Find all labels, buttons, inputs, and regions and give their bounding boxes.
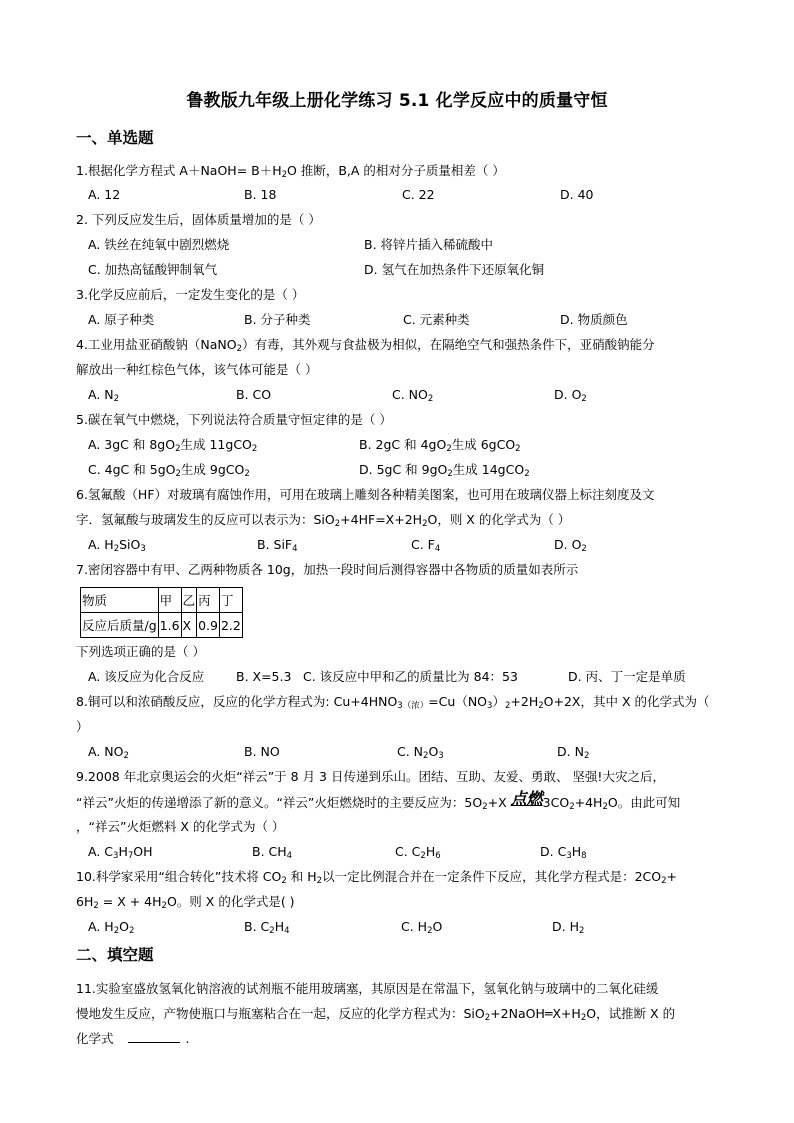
question-9-stem-line-1: 9.2008 年北京奥运会的火炬“祥云”于 8 月 3 日传递到乐山。团结、互助、友爱、勇敢、 坚强!大灾之后， [76, 769, 665, 784]
question-9-option-d: D. $C_3H_8$ [540, 844, 587, 861]
question-3-option-d: D. 物质颜色 [560, 312, 628, 327]
question-5-stem: 5.碳在氧气中燃烧，下列说法符合质量守恒定律的是（ ） [76, 412, 392, 427]
question-1-stem: 1.根据化学方程式 A＋NaOH= $B+H_2O$ 推断，B,A 的相对分子质量相差（ ） [76, 163, 505, 180]
mass-table-cell: 0.9 [197, 613, 220, 638]
mass-table [80, 587, 243, 638]
question-3-option-c: C. 元素种类 [403, 312, 470, 327]
question-1-option-b: B. 18 [244, 187, 277, 202]
question-7-option-b: B. X=5.3 [236, 669, 292, 684]
question-9-option-c: C. $C_2H_6$ [395, 844, 441, 861]
mass-table-header-cell: 乙 [181, 588, 197, 613]
question-8-stem-line-1: 8.铜可以和浓硝酸反应，反应的化学方程式为: $Cu+4HNO_{3(浓)}=Cu(NO_3)_2+2H_2O+2X$，其中 X 的化学式为（ [76, 694, 710, 711]
question-11-stem-line-3: 化学式 . [76, 1031, 190, 1046]
mass-table-cell: X [181, 613, 197, 638]
question-10-option-b: B. $C_2H_4$ [244, 919, 290, 936]
mass-table-header-cell: 丙 [197, 588, 220, 613]
question-3-option-a: A. 原子种类 [88, 312, 155, 327]
question-6-stem-line-2: 字．氢氟酸与玻璃发生的反应可以表示为：$SiO_2+4HF=X+2H_2O$，则 X 的化学式为（ ） [76, 512, 571, 529]
question-3-option-b: B. 分子种类 [244, 312, 311, 327]
question-2-option-c: C. 加热高锰酸钾制氧气 [88, 262, 218, 277]
question-7-option-c: C. 该反应中甲和乙的质量比为 84：53 [303, 669, 518, 684]
question-7-option-a: A. 该反应为化合反应 [88, 669, 205, 684]
question-9-option-b: B. $CH_4$ [252, 844, 293, 861]
question-11-stem-line-1: 11.实验室盛放氢氧化钠溶液的试剂瓶不能用玻璃塞，其原因是在常温下，氢氧化钠与玻璃中的二氧化硅缓 [76, 981, 659, 996]
question-8-option-d: D. $N_2$ [557, 744, 590, 761]
mass-table-row [81, 613, 243, 638]
mass-table-cell: 2.2 [219, 613, 242, 638]
section-heading-single-choice: 一、单选题 [76, 129, 154, 147]
question-5-option-a: A. 3gC 和 $8gO_2$生成 11gCO$_2$ [88, 437, 258, 454]
question-1-option-a: A. 12 [88, 187, 121, 202]
question-4-stem-line-2: 解放出一种红棕色气体，该气体可能是（ ） [76, 362, 318, 377]
question-6-stem-line-1: 6.氢氟酸（HF）对玻璃有腐蚀作用，可用在玻璃上雕刻各种精美图案，也可用在玻璃仪器上标注刻度及文 [76, 487, 655, 502]
question-9-option-a: A. $C_3H_7OH$ [88, 844, 153, 861]
question-5-option-c: C. 4gC 和 $5gO_2$生成 9gCO$_2$ [88, 462, 250, 479]
question-10-option-a: A. $H_2O_2$ [88, 919, 135, 936]
mass-table-cell: 1.6 [158, 613, 181, 638]
question-2-option-a: A. 铁丝在纯氧中剧烈燃烧 [88, 237, 230, 252]
question-3-stem: 3.化学反应前后，一定发生变化的是（ ） [76, 287, 305, 302]
mass-table-cell: 反应后质量/g [81, 613, 159, 638]
question-10-option-c: C. $H_2O$ [401, 919, 443, 936]
question-6-option-c: C. $F_4$ [411, 537, 441, 554]
question-7-follow-up: 下列选项正确的是（ ） [76, 644, 205, 659]
question-2-option-d: D. 氢气在加热条件下还原氧化铜 [364, 262, 545, 277]
question-4-option-a: A. $N_2$ [88, 387, 120, 404]
question-11-stem-line-2: 慢地发生反应，产物使瓶口与瓶塞粘合在一起，反应的化学方程式为：$SiO_2+2NaOH═X+H_2O$，试推断 X 的 [76, 1006, 676, 1023]
question-6-option-a: A. $H_2SiO_3$ [88, 537, 146, 554]
page-title: 鲁教版九年级上册化学练习 5.1 化学反应中的质量守恒 [186, 91, 608, 111]
question-2-stem: 2. 下列反应发生后，固体质量增加的是（ ） [76, 212, 321, 227]
question-7-stem: 7.密闭容器中有甲、乙两种物质各 10g，加热一段时间后测得容器中各物质的质量如表所示 [76, 562, 579, 577]
question-10-option-d: D. $H_2$ [552, 919, 585, 936]
question-9-stem-line-3: ，“祥云”火炬燃料 X 的化学式为（ ） [76, 819, 285, 834]
question-4-stem-line-1: 4.工业用盐亚硝酸钠（NaNO$_2$）有毒，其外观与食盐极为相似，在隔绝空气和强热条件下，亚硝酸钠能分 [76, 337, 655, 354]
answer-blank[interactable] [128, 1030, 180, 1043]
question-7-option-d: D. 丙、丁一定是单质 [568, 669, 686, 684]
section-heading-fill-blank: 二、填空题 [76, 946, 154, 964]
question-1-option-c: C. 22 [402, 187, 435, 202]
mass-table-header-cell: 甲 [158, 588, 181, 613]
question-10-stem-line-2: $6H_2 = X + 4H_2O$。则 X 的化学式是( ) [76, 894, 295, 911]
question-5-option-d: D. 5gC 和 $9gO_2$生成 14gCO$_2$ [359, 462, 530, 479]
mass-table-header-row [81, 588, 243, 613]
question-1-option-d: D. 40 [560, 187, 594, 202]
question-4-option-c: C. $NO_2$ [392, 387, 434, 404]
question-9-stem-line-2: “祥云”火炬的传递增添了新的意义。“祥云”火炬燃烧时的主要反应为：$5O_2+X$ 点燃$3CO_2+4H_2O$。由此可知 [76, 789, 681, 812]
question-8-option-c: C. $N_2O_3$ [397, 744, 444, 761]
ignite-condition-label: 点燃 [510, 789, 543, 808]
mass-table-header-cell: 丁 [219, 588, 242, 613]
mass-table-header-cell: 物质 [81, 588, 159, 613]
question-8-stem-line-2: ） [76, 719, 89, 734]
question-6-option-d: D. $O_2$ [554, 537, 587, 554]
question-6-option-b: B. SiF$_4$ [257, 537, 298, 554]
question-8-option-a: A. $NO_2$ [88, 744, 129, 761]
question-8-option-b: B. NO [244, 744, 280, 759]
question-4-option-d: D. $O_2$ [554, 387, 587, 404]
question-5-option-b: B. 2gC 和 $4gO_2$生成 6gCO$_2$ [359, 437, 521, 454]
question-10-stem-line-1: 10.科学家采用“组合转化”技术将 $CO_2$ 和 $H_2$以一定比例混合并在一定条件下反应，其化学方程式是：$2CO_2+$ [76, 869, 678, 886]
question-2-option-b: B. 将锌片插入稀硫酸中 [364, 237, 494, 252]
question-4-option-b: B. CO [236, 387, 272, 402]
